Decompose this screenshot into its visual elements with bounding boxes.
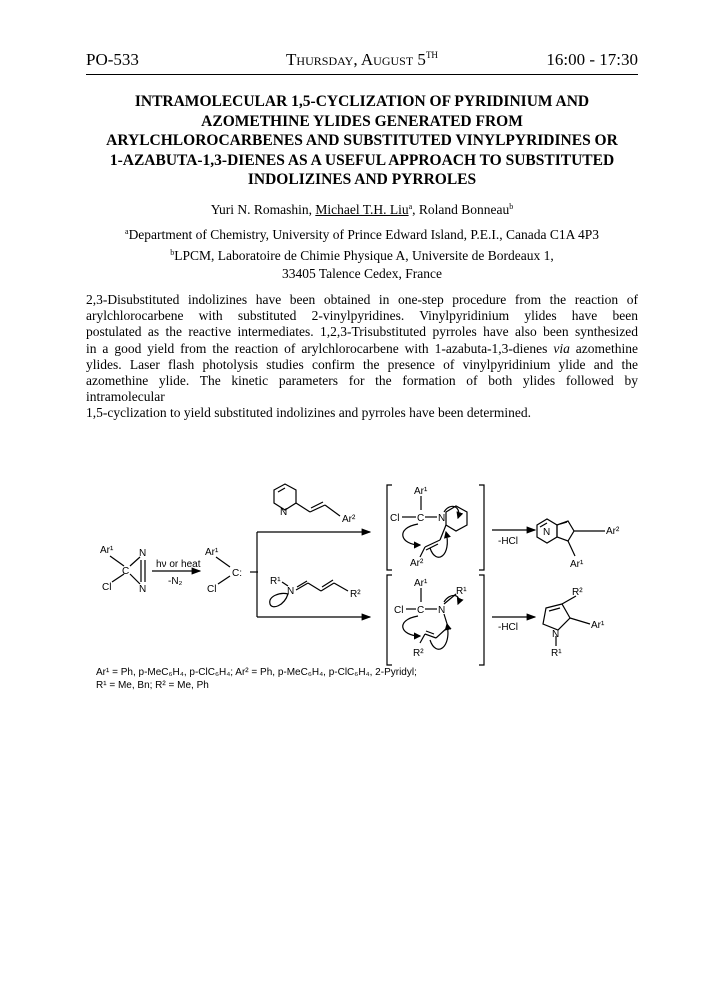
- label-cl: Cl: [394, 605, 404, 616]
- affil-mark: a: [125, 227, 129, 236]
- affil-mark: b: [509, 202, 514, 211]
- label-n: N: [543, 527, 551, 538]
- label-n: N: [280, 507, 288, 518]
- label-ar1: Ar¹: [591, 620, 605, 631]
- label-n: N: [438, 513, 446, 524]
- label-hcl: -HCl: [498, 536, 518, 547]
- affil-text: LPCM, Laboratoire de Chimie Physique A, Universite de Bordeaux 1,: [174, 248, 554, 263]
- session-time: 16:00 - 17:30: [546, 50, 638, 69]
- body-line: postulated as the reactive intermediates. 1,2,3-Trisubstituted pyrroles have also been synthesized: [86, 324, 638, 340]
- label-carbene: C:: [232, 568, 242, 579]
- label-c: C: [417, 513, 425, 524]
- label-r2: R²: [572, 587, 583, 598]
- body-line: arylchlorocarbene with substituted 2-vinylpyridines. Vinylpyridinium ylides have been: [86, 308, 638, 324]
- author: Roland Bonneau: [418, 202, 510, 217]
- condition-top: hν or heat: [156, 559, 201, 570]
- scheme-footnote: [96, 666, 417, 692]
- title-line: 1-AZABUTA-1,3-DIENES AS A USEFUL APPROACH TO SUBSTITUTED: [109, 151, 615, 169]
- label-ar1: Ar¹: [100, 545, 114, 556]
- label-cl: Cl: [102, 582, 112, 593]
- label-hcl: -HCl: [498, 622, 518, 633]
- title-line: AZOMETHINE YLIDES GENERATED FROM: [201, 112, 523, 130]
- separator: ,: [412, 202, 419, 217]
- body-line: intramolecular: [86, 389, 165, 405]
- condition-bottom: -N₂: [168, 576, 183, 587]
- label-n: N: [552, 629, 560, 640]
- poster-code: PO-533: [86, 50, 139, 69]
- title-line: INTRAMOLECULAR 1,5-CYCLIZATION OF PYRIDINIUM AND: [134, 93, 590, 110]
- label-ar1: Ar¹: [205, 547, 219, 558]
- label-r2: R²: [413, 648, 424, 659]
- day-sup: TH: [425, 50, 438, 60]
- body-line: 1,5-cyclization to yield substituted indolizines and pyrroles have been determined.: [86, 405, 531, 421]
- italic-text: via: [553, 340, 570, 356]
- title-line: ARYLCHLOROCARBENES AND SUBSTITUTED VINYLPYRIDINES OR: [106, 132, 618, 149]
- label-n: N: [287, 586, 295, 597]
- footnote-line: R¹ = Me, Bn; R² = Me, Ph: [96, 680, 209, 691]
- label-n: N: [139, 584, 147, 595]
- affiliation-b-address: 33405 Talence Cedex, France: [282, 266, 442, 281]
- body-line: azomethine ylide. The kinetic parameters for the formation of both ylides followed by: [86, 373, 638, 389]
- label-r1: R¹: [551, 648, 562, 659]
- title-line: INDOLIZINES AND PYRROLES: [247, 171, 477, 188]
- affil-text: Department of Chemistry, University of Prince Edward Island, P.E.I., Canada C1A 4P3: [128, 227, 599, 242]
- label-ar1: Ar¹: [570, 559, 584, 570]
- text: azomethine: [569, 340, 638, 356]
- author: Yuri N. Romashin,: [210, 202, 316, 217]
- label-ar2: Ar²: [410, 558, 424, 569]
- label-ar2: Ar²: [606, 526, 620, 537]
- label-n: N: [139, 548, 147, 559]
- label-r2: R²: [350, 589, 361, 600]
- text: in a good yield from the reaction of arylchlorocarbene with 1-azabuta-1,3-dienes: [86, 340, 554, 356]
- footnote-line: Ar¹ = Ph, p-MeC₆H₄, p-ClC₆H₄; Ar² = Ph, p-MeC₆H₄, p-ClC₆H₄, 2-Pyridyl;: [96, 667, 417, 678]
- label-r1: R¹: [456, 586, 467, 597]
- label-ar1: Ar¹: [414, 486, 428, 497]
- label-cl: Cl: [390, 513, 400, 524]
- affil-mark: a: [408, 202, 413, 211]
- presenting-author: Michael T.H. Liu: [315, 202, 409, 217]
- body-line: 2,3-Disubstituted indolizines have been obtained in one-step procedure from the reaction of: [86, 292, 638, 307]
- body-line: ylides. Laser flash photolysis studies confirm the presence of vinylpyridinium ylide and the: [86, 356, 638, 372]
- label-ar1: Ar¹: [414, 578, 428, 589]
- label-cl: Cl: [207, 584, 217, 595]
- affil-mark: b: [170, 248, 175, 257]
- day-text: Thursday, August 5: [286, 50, 426, 69]
- label-r1: R¹: [270, 576, 281, 587]
- label-c: C: [122, 566, 130, 577]
- label-ar2: Ar²: [342, 514, 356, 525]
- label-c: C: [417, 605, 425, 616]
- label-n: N: [438, 605, 446, 616]
